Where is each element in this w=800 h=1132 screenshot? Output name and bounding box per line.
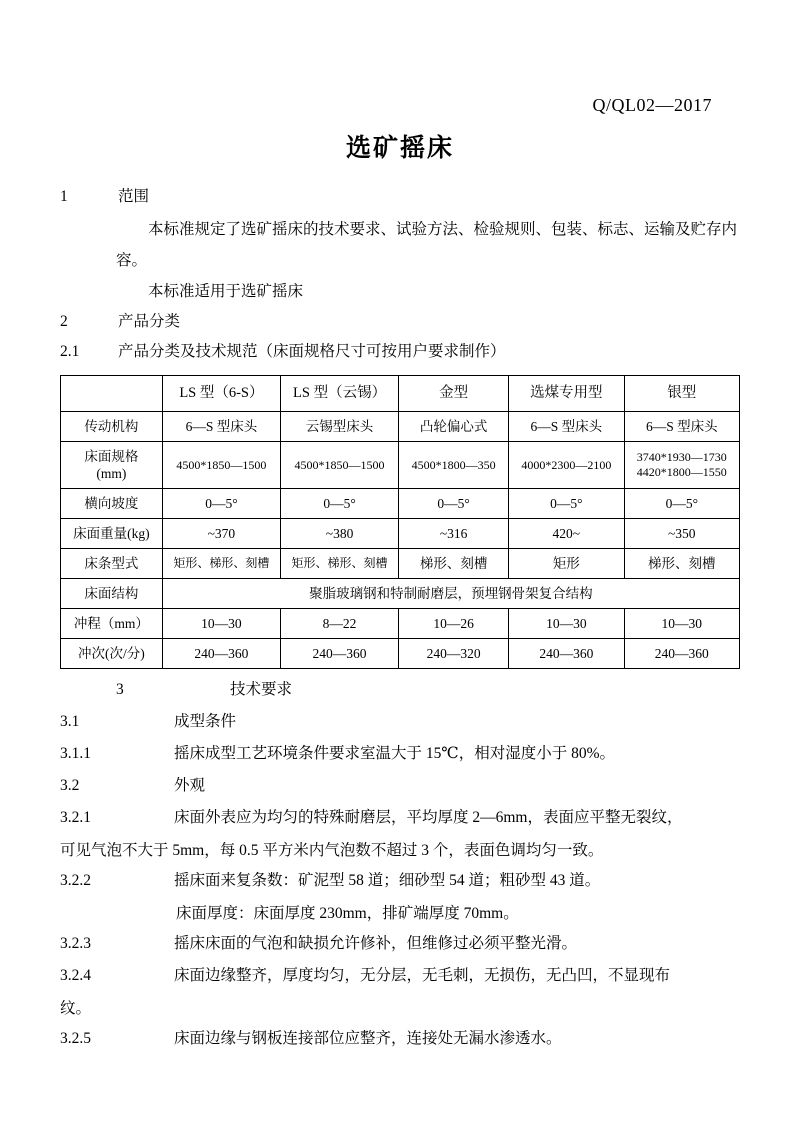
cell-weight-coal: 420~ bbox=[509, 519, 624, 549]
section-2-1-title: 产品分类及技术规范（床面规格尺寸可按用户要求制作） bbox=[118, 343, 506, 360]
cell-bedsize-lsyunxi: 4500*1850—1500 bbox=[280, 442, 398, 489]
cell-bedsize-yin-line1: 3740*1930—1730 bbox=[636, 450, 727, 464]
cell-slope-yin: 0—5° bbox=[624, 489, 739, 519]
section-2-1-number: 2.1 bbox=[60, 343, 80, 360]
section-3-2-heading bbox=[60, 771, 740, 801]
cell-transmission-jin: 凸轮偏心式 bbox=[399, 412, 509, 442]
section-3-2-1-text: 床面外表应为均匀的特殊耐磨层，平均厚度 2—6mm，表面应平整无裂纹， bbox=[174, 809, 683, 826]
table-row bbox=[61, 639, 740, 669]
section-2-title: 产品分类 bbox=[118, 313, 181, 330]
cell-slope-ls6s: 0—5° bbox=[162, 489, 280, 519]
cell-slope-lsyunxi: 0—5° bbox=[280, 489, 398, 519]
cell-bedsize-yin bbox=[624, 442, 739, 489]
table-header-cell-5: 银型 bbox=[624, 376, 739, 412]
cell-transmission-ls6s: 6—S 型床头 bbox=[162, 412, 280, 442]
section-3-1-1-text: 摇床成型工艺环境条件要求室温大于 15℃，相对湿度小于 80%。 bbox=[174, 745, 616, 762]
section-2-heading bbox=[60, 307, 740, 337]
cell-bedsize-jin: 4500*1800—350 bbox=[399, 442, 509, 489]
section-3-2-2-text: 摇床面来复条数：矿泥型 58 道；细砂型 54 道；粗砂型 43 道。 bbox=[174, 872, 601, 889]
table-row bbox=[61, 489, 740, 519]
cell-frequency-jin: 240—320 bbox=[399, 639, 509, 669]
section-3-2-2-text-line2: 床面厚度：床面厚度 230mm，排矿端厚度 70mm。 bbox=[176, 905, 519, 922]
table-header-cell-2: LS 型（云锡） bbox=[280, 376, 398, 412]
section-1-number: 1 bbox=[60, 188, 68, 205]
section-3-2-4 bbox=[60, 961, 740, 991]
cell-weight-yin: ~350 bbox=[624, 519, 739, 549]
row-label-slope: 横向坡度 bbox=[61, 489, 163, 519]
table-header-cell-3: 金型 bbox=[399, 376, 509, 412]
section-3-2-4-number: 3.2.4 bbox=[60, 967, 91, 984]
cell-slope-jin: 0—5° bbox=[399, 489, 509, 519]
cell-transmission-coal: 6—S 型床头 bbox=[509, 412, 624, 442]
cell-structure-merged: 聚脂玻璃钢和特制耐磨层，预埋钢骨架复合结构 bbox=[162, 579, 739, 609]
section-3-2-number: 3.2 bbox=[60, 777, 80, 794]
row-label-transmission: 传动机构 bbox=[61, 412, 163, 442]
table-row bbox=[61, 442, 740, 489]
cell-stroke-yin: 10—30 bbox=[624, 609, 739, 639]
section-3-2-3-text: 摇床床面的气泡和缺损允许修补，但维修过必须平整光滑。 bbox=[174, 935, 578, 952]
section-2-number: 2 bbox=[60, 313, 68, 330]
row-label-riffle-type: 床条型式 bbox=[61, 549, 163, 579]
row-label-bed-size-line1: 床面规格 bbox=[84, 449, 139, 464]
row-label-bed-size-line2: (mm) bbox=[96, 466, 127, 481]
cell-stroke-ls6s: 10—30 bbox=[162, 609, 280, 639]
row-label-structure: 床面结构 bbox=[61, 579, 163, 609]
section-3-2-5-number: 3.2.5 bbox=[60, 1030, 91, 1047]
cell-bedsize-ls6s: 4500*1850—1500 bbox=[162, 442, 280, 489]
cell-weight-lsyunxi: ~380 bbox=[280, 519, 398, 549]
table-row bbox=[61, 549, 740, 579]
section-3-1-1 bbox=[60, 739, 740, 769]
section-3-2-1-number: 3.2.1 bbox=[60, 809, 91, 826]
cell-bedsize-yin-line2: 4420*1800—1550 bbox=[636, 465, 727, 479]
row-label-bed-size bbox=[61, 442, 163, 489]
table-row bbox=[61, 412, 740, 442]
cell-weight-jin: ~316 bbox=[399, 519, 509, 549]
cell-frequency-ls6s: 240—360 bbox=[162, 639, 280, 669]
section-3-2-3-number: 3.2.3 bbox=[60, 935, 91, 952]
section-3-2-2 bbox=[60, 866, 740, 896]
section-3-2-5-text: 床面边缘与钢板连接部位应整齐，连接处无漏水渗透水。 bbox=[174, 1030, 562, 1047]
section-3-1-heading bbox=[60, 707, 740, 737]
cell-bedsize-coal: 4000*2300—2100 bbox=[509, 442, 624, 489]
table-header-cell-4: 选煤专用型 bbox=[509, 376, 624, 412]
cell-riffle-ls6s: 矩形、梯形、刻槽 bbox=[162, 549, 280, 579]
section-3-title: 技术要求 bbox=[230, 681, 293, 698]
page-title: 选矿摇床 bbox=[345, 135, 454, 162]
section-3-2-3 bbox=[60, 929, 740, 959]
table-row bbox=[61, 519, 740, 549]
section-3-2-5 bbox=[60, 1024, 740, 1054]
cell-weight-ls6s: ~370 bbox=[162, 519, 280, 549]
cell-stroke-lsyunxi: 8—22 bbox=[280, 609, 398, 639]
table-row bbox=[61, 609, 740, 639]
table-header-row bbox=[61, 376, 740, 412]
cell-transmission-yin: 6—S 型床头 bbox=[624, 412, 739, 442]
section-3-number: 3 bbox=[116, 681, 124, 698]
table-header-cell-1: LS 型（6-S） bbox=[162, 376, 280, 412]
cell-frequency-coal: 240—360 bbox=[509, 639, 624, 669]
section-1-heading bbox=[60, 182, 740, 212]
section-3-2-1-text-line2: 可见气泡不大于 5mm，每 0.5 平方米内气泡数不超过 3 个，表面色调均匀一致。 bbox=[60, 842, 604, 859]
section-1-title: 范围 bbox=[118, 188, 150, 205]
cell-stroke-coal: 10—30 bbox=[509, 609, 624, 639]
cell-stroke-jin: 10—26 bbox=[399, 609, 509, 639]
section-3-1-number: 3.1 bbox=[60, 713, 80, 730]
section-3-2-1 bbox=[60, 803, 740, 833]
cell-riffle-coal: 矩形 bbox=[509, 549, 624, 579]
table-header-cell-0 bbox=[61, 376, 163, 412]
section-3-heading bbox=[60, 675, 740, 705]
table-row bbox=[61, 579, 740, 609]
document-code: Q/QL02—2017 bbox=[592, 95, 712, 115]
cell-riffle-yin: 梯形、刻槽 bbox=[624, 549, 739, 579]
section-1-paragraph-1: 本标准规定了选矿摇床的技术要求、试验方法、检验规则、包装、标志、运输及贮存内容。 bbox=[116, 221, 738, 269]
cell-riffle-jin: 梯形、刻槽 bbox=[399, 549, 509, 579]
row-label-stroke: 冲程（mm） bbox=[61, 609, 163, 639]
section-2-1-heading bbox=[60, 337, 740, 367]
section-3-2-4-text: 床面边缘整齐，厚度均匀，无分层，无毛刺，无损伤，无凸凹，不显现布 bbox=[174, 967, 671, 984]
row-label-weight: 床面重量(kg) bbox=[61, 519, 163, 549]
section-1-paragraph-2: 本标准适用于选矿摇床 bbox=[148, 283, 304, 300]
cell-riffle-lsyunxi: 矩形、梯形、刻槽 bbox=[280, 549, 398, 579]
cell-slope-coal: 0—5° bbox=[509, 489, 624, 519]
section-3-1-1-number: 3.1.1 bbox=[60, 745, 91, 762]
section-3-2-4-text-line2: 纹。 bbox=[60, 1000, 92, 1017]
section-3-2-2-number: 3.2.2 bbox=[60, 872, 91, 889]
cell-frequency-yin: 240—360 bbox=[624, 639, 739, 669]
cell-frequency-lsyunxi: 240—360 bbox=[280, 639, 398, 669]
section-3-2-title: 外观 bbox=[174, 777, 206, 794]
row-label-frequency: 冲次(次/分) bbox=[61, 639, 163, 669]
section-3-1-title: 成型条件 bbox=[174, 713, 237, 730]
cell-transmission-lsyunxi: 云锡型床头 bbox=[280, 412, 398, 442]
product-classification-table bbox=[60, 375, 740, 669]
